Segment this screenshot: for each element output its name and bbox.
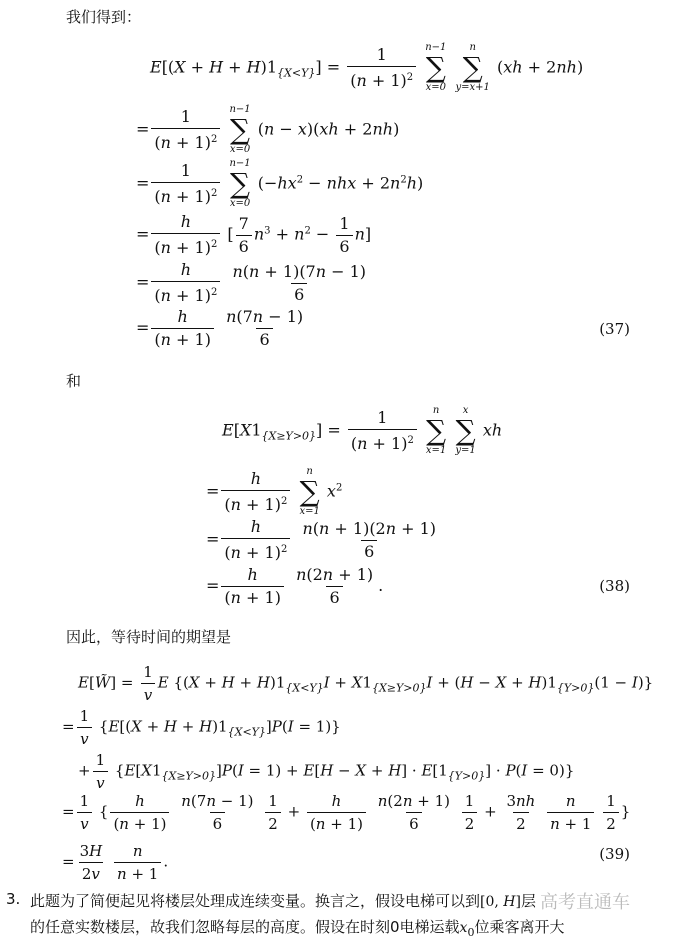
and-text: 和 xyxy=(66,372,82,390)
eq39-line2: = $\frac{1}{v}$ $\{E[(X + H + H)1_{\{X<Y\}}]P(I = 1)\}$ xyxy=(62,707,341,748)
eq37-line5: = $\frac{h}{(n + 1)^2}$ $\frac{n(n + 1)(7n - 1)}{6}$ xyxy=(136,260,367,305)
eq37-line6: = $\frac{h}{(n + 1)}$ $\frac{n(7n - 1)}{6}$ xyxy=(136,307,304,349)
item3-line2: 的任意实数楼层，故我们忽略每层的高度。假设在时刻0电梯运载$x_0$位乘客离开大 xyxy=(30,918,565,939)
eq38-line4: = $\frac{h}{(n + 1)}$ $\frac{n(2n + 1)}{6}$ . xyxy=(206,565,384,607)
item3-line1: 此题为了简便起见将楼层处理成连续变量。换言之，假设电梯可以到[0, H]层 xyxy=(30,892,536,910)
intro-text: 我们得到： xyxy=(66,8,142,26)
eq37-number: (37) xyxy=(599,320,630,338)
eq39-line4: = $\frac{1}{v}$ { $\frac{h}{(n + 1)}$ $\frac{n(7n - 1)}{6}$ $\frac{1}{2}$ + $\frac{h}{(n + 1)}$ $\frac{n(2n + 1)}{6}$ $\frac{1}{2}$ + $\frac{3nh}{2}$ $\frac{n}{n + 1}$ $\frac{1}{2}$ } xyxy=(62,792,631,833)
eq37-line2: = $\frac{1}{(n + 1)^2}$ n−1 ∑ x=0 (n − x)(xh + 2nh) xyxy=(136,104,400,155)
eq37-line1: $E[(X + H + H)1_{\{X<Y\}}]$ = $\frac{1}{(n + 1)^2}$ n−1 ∑ x=0 n ∑ y=x+1 (xh + 2nh) xyxy=(150,42,584,93)
item3-line2-text: 的任意实数楼层，故我们忽略每层的高度。假设在时刻0电梯运载 xyxy=(30,918,460,936)
eq39-number: (39) xyxy=(599,845,630,863)
eq39-line1: E[W̃] = $\frac{1}{v}$ E $\{(X + H + H)1_{\{X<Y\}}I + X1_{\{X\ge Y>0\}}I + (H - X + H)1_{\{Y>0\}}(1 - I)\}$ xyxy=(78,663,654,704)
eq37-line4: = $\frac{h}{(n + 1)^2}$ [ $\frac{7}{6}$ $n^3 + n^2$ − $\frac{1}{6}$ n] xyxy=(136,212,372,257)
eq37-line3: = $\frac{1}{(n + 1)^2}$ n−1 ∑ x=0 ($-hx^2$ − nhx + $2n^2h$) xyxy=(136,158,424,209)
eq38-number: (38) xyxy=(599,577,630,595)
item3-line1-tail: 层 xyxy=(520,892,536,910)
item3-line2-tail: 位乘客离开大 xyxy=(474,918,565,936)
eq39-line5: = $\frac{3H}{2v}$ $\frac{n}{n + 1}$ . xyxy=(62,842,169,883)
eq38-line2: = $\frac{h}{(n + 1)^2}$ n ∑ x=1 $x^2$ xyxy=(206,466,343,517)
eq38-line3: = $\frac{h}{(n + 1)^2}$ $\frac{n(n + 1)(2n + 1)}{6}$ xyxy=(206,517,437,562)
eq38-line1: $E[X1_{\{X\ge Y>0\}}]$ = $\frac{1}{(n + 1)^2}$ n ∑ x=1 x ∑ y=1 xh xyxy=(222,405,503,456)
eq39-line3: + $\frac{1}{v}$ $\{E[X1_{\{X\ge Y>0\}}]P(I = 1) + E[H - X + H] \cdot E[1_{\{Y>0\}}] \cdot P(I = 0)\}$ xyxy=(78,751,575,792)
therefore-text: 因此，等待时间的期望是 xyxy=(66,628,232,646)
item3-line1-text: 此题为了简便起见将楼层处理成连续变量。换言之，假设电梯可以到 xyxy=(30,892,481,910)
watermark-text: 高考直通车 xyxy=(540,892,630,913)
item3-number: 3. xyxy=(6,890,21,908)
